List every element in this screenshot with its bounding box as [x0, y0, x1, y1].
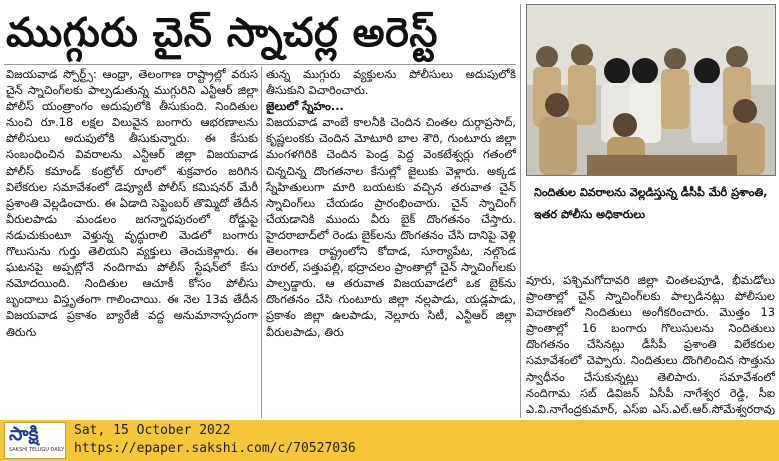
column-divider-1: [261, 66, 262, 418]
footer-bar: [0, 420, 779, 461]
column-2-body: విజయవాడ వాంబే కాలనీకి చెందిన చింతల దుర్గాప్రసాద్, కృష్ణలంకకు చెందిన మోటూరి బాల శౌరి, గుంటూరు జిల్లా మంగళగిరికి చెందిన పెండ్ర పెద్ద వెంకటేశ్వర్లు గతంలో చిన్నచిన్న దొంగతనాల కేసుల్లో జైలుకు వెళ్లారు. అక్కడ స్నేహితులుగా మారి బయటకు వచ్చిన తరువాత చైన్ స్నాచింగ్‌లు చేయడం ప్రారంభించారు. చైన్ స్నాచింగ్ చేయడానికి ముందు వీరు బైక్ దొంగతనం చేస్తారు. హైదరాబాద్‌లో రెండు బైక్‌లను దొంగతనం చేసి దానిపై వెళ్లి తెలంగాణ రాష్ట్రంలోని కోదాడ, సూర్యాపేట, నల్గొండ రూరల్, సత్తుపల్లి, భద్రాచలం ప్రాంతాల్లో చైన్ స్నాచింగ్‌లకు పాల్పడ్డారు. ఆ తరువాత విజయవాడలో ఒక బైక్‌ను దొంగతనం చేసి గుంటూరు జిల్లా నల్లపాడు, యడ్లపాడు, ప్రకాశం జిల్లా ఉలపాడు, నెల్లూరు సిటీ, ఎన్టీఆర్ జిల్లా వీరులపాడు, తిరు: [266, 115, 516, 339]
article-column-2: [266, 66, 516, 418]
photo-caption: నిందితుల వివరాలను వెల్లడిస్తున్న డీసీపీ మేరీ ప్రశాంతి, ఇతర పోలీసు అధికారులు: [526, 178, 776, 270]
article-column-3: [526, 272, 775, 418]
column-1-text: విజయవాడ స్పోర్ట్స్: ఆంధ్రా, తెలంగాణ రాష్ట్రాల్లో వరుస చైన్ స్నాచింగ్‌లకు పాల్పడుతున్న ముగ్గురిని ఎన్టీఆర్ జిల్లా పోలీస్ యంత్రాంగం అదుపులోకి తీసుకుంది. నిందితుల నుంచి రూ.18 లక్షల విలువైన బంగారు ఆభరణాలను పోలీసులు అదుపులోకి తీసుకున్నారు. ఈ కేసుకు సంబంధించిన వివరాలను ఎన్టీఆర్ జిల్లా విజయవాడ పోలీస్ కమాండ్ కంట్రోల్ రూంలో శుక్రవారం జరిగిన విలేకరుల సమావేశంలో డెప్యూటీ పోలీస్ కమిషనర్ మేరీ ప్రశాంతి వెల్లడించారు. ఈ ఏడాది సెప్టెంబర్ తొమ్మిదో తేదీన వీరులపాడు మండలం జగన్నాధపురంలో రోడ్డుపై నడుచుకుంటూ వెళ్తున్న వృద్ధురాలి మెడలో బంగారు గొలుసును గుర్తు తెలియని వ్యక్తులు తెంచుకెళ్లారు. ఈ ఘటనపై అప్పట్లోనే నందిగామ పోలీస్ స్టేషన్‌లో కేసు నమోదయింది. నిందితుల ఆచూకీ కోసం పోలీసు బృందాలు విస్తృతంగా గాలించాయి. ఈ నెల 13వ తేదీన విజయవాడ ప్రకాశం బ్యారేజీ వద్ద అనుమానాస్పదంగా తిరుగు: [6, 67, 258, 339]
police-officers-photo: [527, 5, 775, 175]
sakshi-logo: [4, 422, 66, 459]
epaper-link[interactable]: https://epaper.sakshi.com/c/70527036: [74, 441, 356, 456]
headline-rule: [4, 64, 516, 65]
article-column-1: [6, 66, 258, 418]
column-2-subhead: జైలులో స్నేహం...: [266, 99, 344, 114]
column-3-text: వూరు, పశ్చిమగోదావరి జిల్లా చింతలపూడి, భీమడోలు ప్రాంతాల్లో చైన్ స్నాచింగ్‌లకు పాల్పడినట్లు పోలీసుల విచారణలో నిందితులు అంగీకరించారు. మొత్తం 13 ప్రాంతాల్లో 16 బంగారు గొలుసులను నిందితులు దొంగతనం చేసినట్లు డీసీపీ ప్రశాంతి విలేకరుల సమావేశంలో చెప్పారు. నిందితులు దొంగిలించిన సొత్తును స్వాధీనం చేసుకున్నట్లు తెలిపారు. సమావేశంలో నందిగామ సబ్ డివిజన్ ఏసీపీ నాగేశ్వర రెడ్డి, సీఐ ఎ.వి.నాగేంద్రకుమార్, ఎస్ఐ ఎస్.ఎల్.ఆర్.సోమేశ్వరరావు: [526, 273, 775, 416]
news-photo: [526, 4, 776, 176]
logo-text: సాక్షి: [9, 423, 39, 445]
logo-subtitle: SAKSHI TELUGU DAILY: [9, 447, 65, 453]
edition-date: Sat, 15 October 2022: [74, 423, 231, 438]
column-2-intro: తున్న ముగ్గురు వ్యక్తులను పోలీసులు అదుపులోకి తీసుకుని విచారించారు.: [266, 67, 516, 98]
headline: ముగ్గురు చైన్ స్నాచర్ల అరెస్ట్: [6, 10, 438, 56]
column-divider-2: [520, 4, 521, 418]
